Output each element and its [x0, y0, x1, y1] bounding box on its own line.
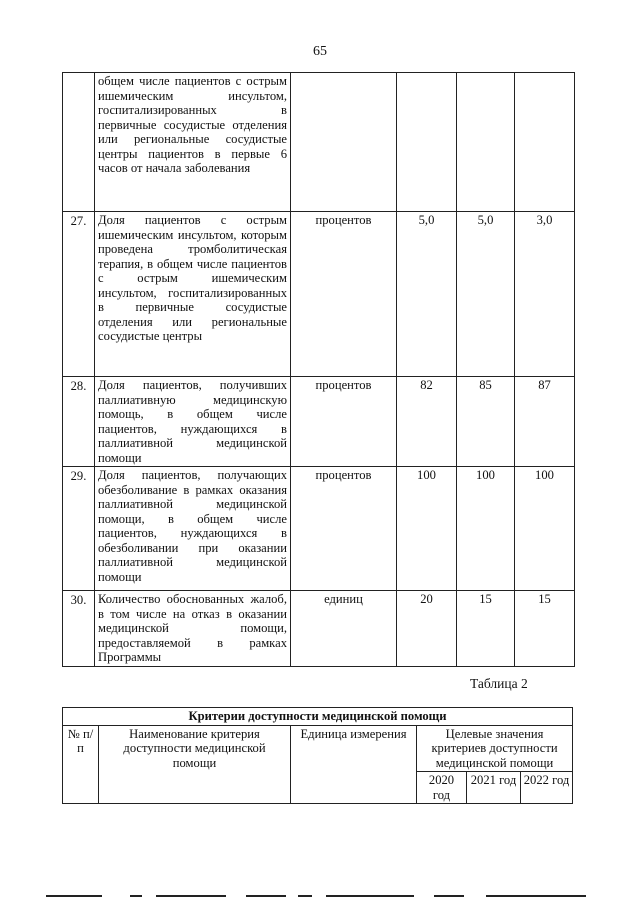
value-2022-cell: 15 — [515, 591, 575, 667]
table-caption: Таблица 2 — [470, 676, 528, 691]
criteria-quality-table-continued — [62, 72, 575, 667]
rule-segment — [246, 895, 286, 897]
value-2020-cell: 82 — [397, 377, 457, 467]
header-unit: Единица измерения — [291, 725, 417, 804]
table-row — [63, 377, 575, 467]
row-number-cell: 29. — [63, 467, 95, 591]
rule-segment — [486, 895, 586, 897]
row-number-cell: 27. — [63, 212, 95, 377]
criterion-cell: Количество обоснованных жалоб, в том числе на отказ в оказании медицинской помощи, предоставляемой в рамках Программы — [95, 591, 291, 667]
criterion-cell: Доля пациентов, получающих обезболивание в рамках оказания паллиативной медицинской помощи, в общем числе пациентов, нуждающихся в обезболивании при оказании паллиативной медицинской помощи — [95, 467, 291, 591]
row-number-cell: 28. — [63, 377, 95, 467]
value-2021-cell: 100 — [457, 467, 515, 591]
rule-segment — [156, 895, 226, 897]
row-number-cell: 30. — [63, 591, 95, 667]
table-title-row — [63, 708, 573, 726]
criterion-cell: Доля пациентов, получивших паллиативную медицинскую помощь, в общем числе пациентов, нуждающихся в паллиативной медицинской помощи — [95, 377, 291, 467]
table-row — [63, 467, 575, 591]
header-target-values: Целевые значения критериев доступности медицинской помощи — [417, 725, 573, 772]
unit-cell: единиц — [291, 591, 397, 667]
rule-segment — [434, 895, 464, 897]
table-row — [63, 73, 575, 212]
header-year-2021: 2021 год — [467, 772, 521, 804]
table-header-row — [63, 725, 573, 772]
unit-cell — [291, 73, 397, 212]
rule-segment — [46, 895, 102, 897]
unit-cell: процентов — [291, 212, 397, 377]
rule-segment — [130, 895, 142, 897]
criterion-cell: Доля пациентов с острым ишемическим инсультом, которым проведена тромболитическая терапия, в общем числе пациентов с острым ишемическим инсультом, госпитализированных в первичные сосудистые отделения или региональные сосудистые центры — [95, 212, 291, 377]
value-2020-cell: 100 — [397, 467, 457, 591]
value-cell — [457, 73, 515, 212]
accessibility-criteria-table — [62, 707, 573, 804]
value-cell — [515, 73, 575, 212]
rule-segment — [326, 895, 414, 897]
value-2022-cell: 100 — [515, 467, 575, 591]
header-year-2022: 2022 год — [521, 772, 573, 804]
criterion-cell: общем числе пациентов с острым ишемическим инсультом, госпитализированных в первичные сосудистые отделения или региональные сосудистые центры пациентов в первые 6 часов от начала заболевания — [95, 73, 291, 212]
value-2021-cell: 15 — [457, 591, 515, 667]
header-year-2020: 2020 год — [417, 772, 467, 804]
value-2022-cell: 87 — [515, 377, 575, 467]
unit-cell: процентов — [291, 467, 397, 591]
value-2020-cell: 5,0 — [397, 212, 457, 377]
value-2020-cell: 20 — [397, 591, 457, 667]
page-bottom-rule — [46, 895, 606, 897]
page-number: 65 — [313, 44, 327, 59]
header-criterion-name: Наименование критерия доступности медицинской помощи — [99, 725, 291, 804]
unit-cell: процентов — [291, 377, 397, 467]
table-row — [63, 591, 575, 667]
value-2021-cell: 85 — [457, 377, 515, 467]
row-number-cell — [63, 73, 95, 212]
value-2021-cell: 5,0 — [457, 212, 515, 377]
table-row — [63, 212, 575, 377]
header-number: № п/п — [63, 725, 99, 804]
value-cell — [397, 73, 457, 212]
rule-segment — [298, 895, 312, 897]
value-2022-cell: 3,0 — [515, 212, 575, 377]
table-title: Критерии доступности медицинской помощи — [63, 708, 573, 726]
